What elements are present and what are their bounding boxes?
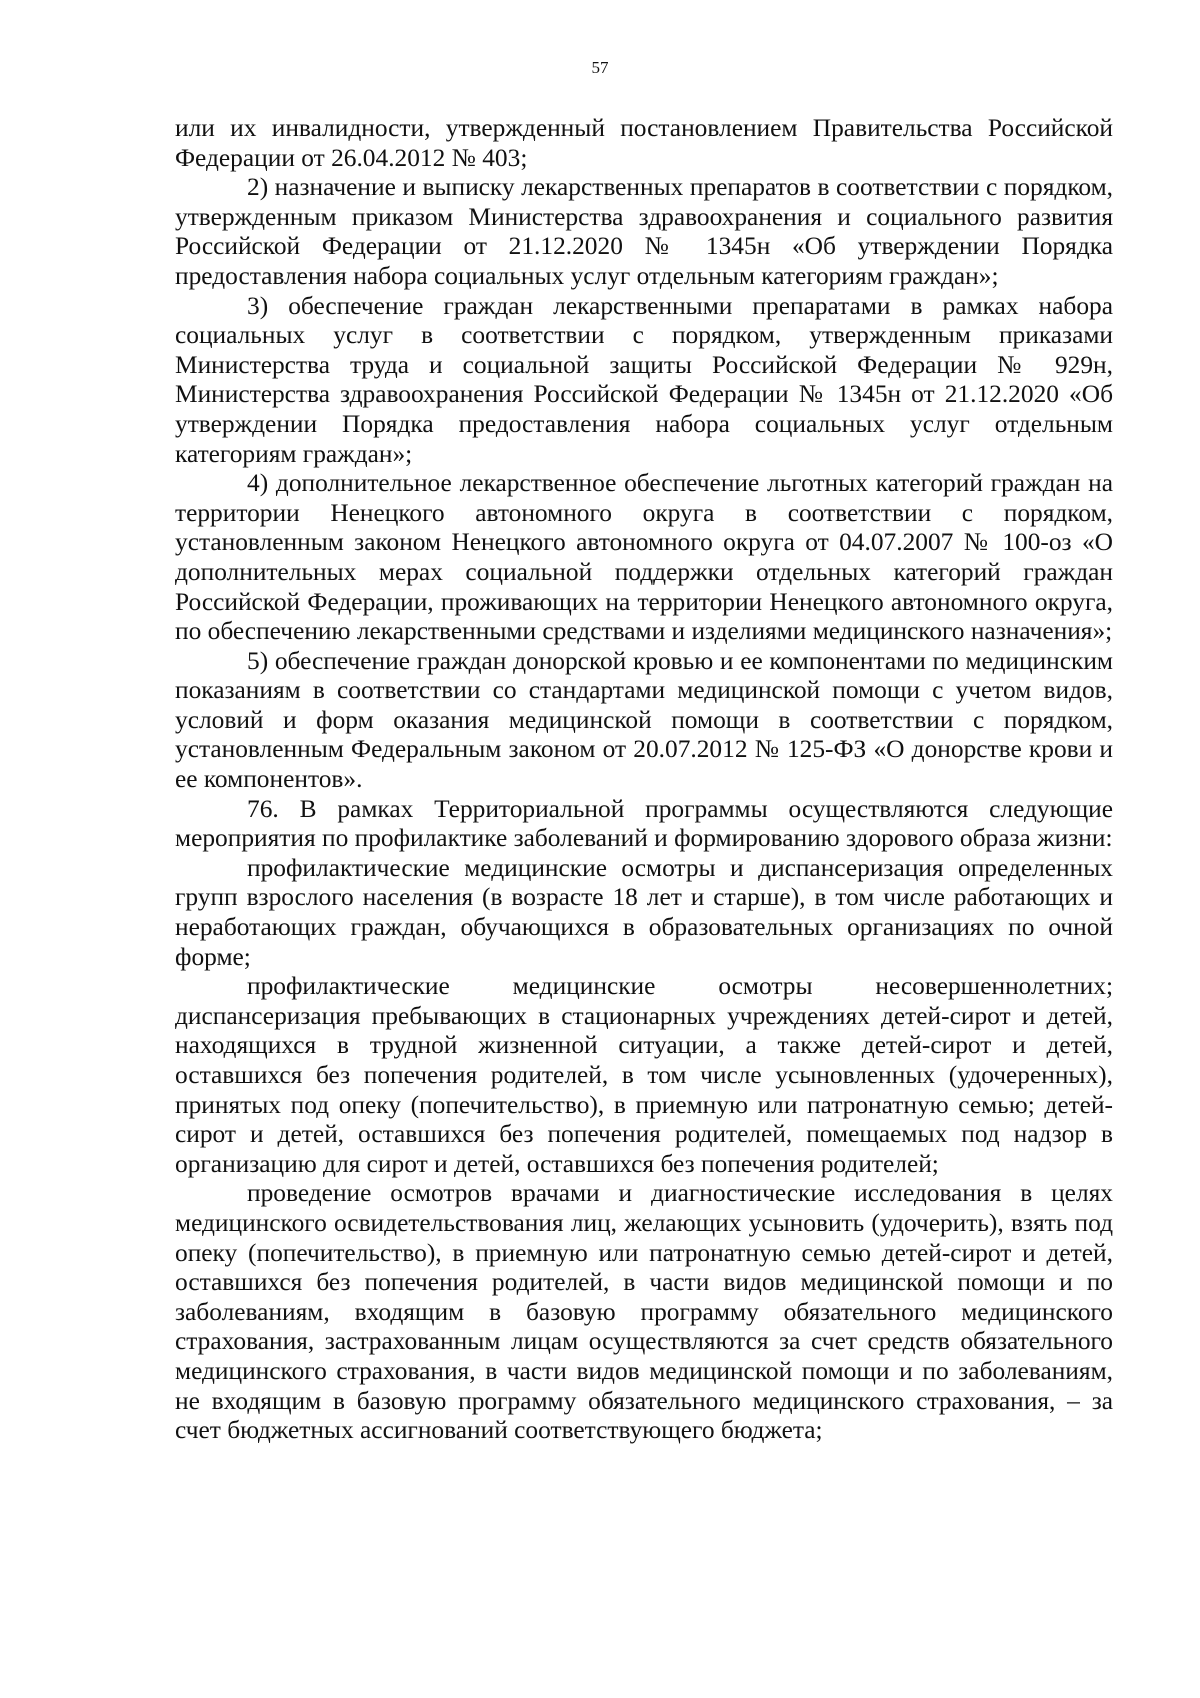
paragraph-2: 2) назначение и выписку лекарственных препаратов в соответствии с порядком, утвержденным приказом Министерства здравоохранения и социального развития Российской Федерации от 21.12.2020 № 1345н «Об утверждении Порядка предоставления набора социальных услуг отдельным категориям граждан»; bbox=[175, 173, 1113, 290]
paragraph-8: профилактические медицинские осмотры несовершеннолетних; диспансеризация пребывающих в стационарных учреждениях детей-сирот и детей, находящихся в трудной жизненной ситуации, а также детей-сирот и детей, оставшихся без попечения родителей, в том числе усыновленных (удочеренных), принятых под опеку (попечительство), в приемную или патронатную семью; детей-сирот и детей, оставшихся без попечения родителей, помещаемых под надзор в организацию для сирот и детей, оставшихся без попечения родителей; bbox=[175, 972, 1113, 1178]
document-body bbox=[175, 114, 1113, 1446]
paragraph-6: 76. В рамках Территориальной программы осуществляются следующие мероприятия по профилактике заболеваний и формированию здорового образа жизни: bbox=[175, 794, 1113, 853]
paragraph-4: 4) дополнительное лекарственное обеспечение льготных категорий граждан на территории Ненецкого автономного округа в соответствии с порядком, установленным законом Ненецкого автономного округа от 04.07.2007 № 100-оз «О дополнительных мерах социальной поддержки отдельных категорий граждан Российской Федерации, проживающих на территории Ненецкого автономного округа, по обеспечению лекарственными средствами и изделиями медицинского назначения»; bbox=[175, 469, 1113, 646]
paragraph-7: профилактические медицинские осмотры и диспансеризация определенных групп взрослого населения (в возрасте 18 лет и старше), в том числе работающих и неработающих граждан, обучающихся в образовательных организациях по очной форме; bbox=[175, 853, 1113, 971]
paragraph-1: или их инвалидности, утвержденный постановлением Правительства Российской Федерации от 26.04.2012 № 403; bbox=[175, 114, 1113, 172]
paragraph-5: 5) обеспечение граждан донорской кровью и ее компонентами по медицинским показаниям в соответствии со стандартами медицинской помощи с учетом видов, условий и форм оказания медицинской помощи в соответствии с порядком, установленным Федеральным законом от 20.07.2012 № 125-ФЗ «О донорстве крови и ее компонентов». bbox=[175, 646, 1113, 794]
paragraph-9: проведение осмотров врачами и диагностические исследования в целях медицинского освидетельствования лиц, желающих усыновить (удочерить), взять под опеку (попечительство), в приемную или патронатную семью детей-сирот и детей, оставшихся без попечения родителей, в части видов медицинской помощи и по заболеваниям, входящим в базовую программу обязательного медицинского страхования, застрахованным лицам осуществляются за счет средств обязательного медицинского страхования, в части видов медицинской помощи и по заболеваниям, не входящим в базовую программу обязательного медицинского страхования, – за счет бюджетных ассигнований соответствующего бюджета; bbox=[175, 1179, 1113, 1445]
page-number: 57 bbox=[591, 58, 609, 77]
paragraph-3: 3) обеспечение граждан лекарственными препаратами в рамках набора социальных услуг в соответствии с порядком, утвержденным приказами Министерства труда и социальной защиты Российской Федерации № 929н, Министерства здравоохранения Российской Федерации № 1345н от 21.12.2020 «Об утверждении Порядка предоставления набора социальных услуг отдельным категориям граждан»; bbox=[175, 291, 1113, 468]
